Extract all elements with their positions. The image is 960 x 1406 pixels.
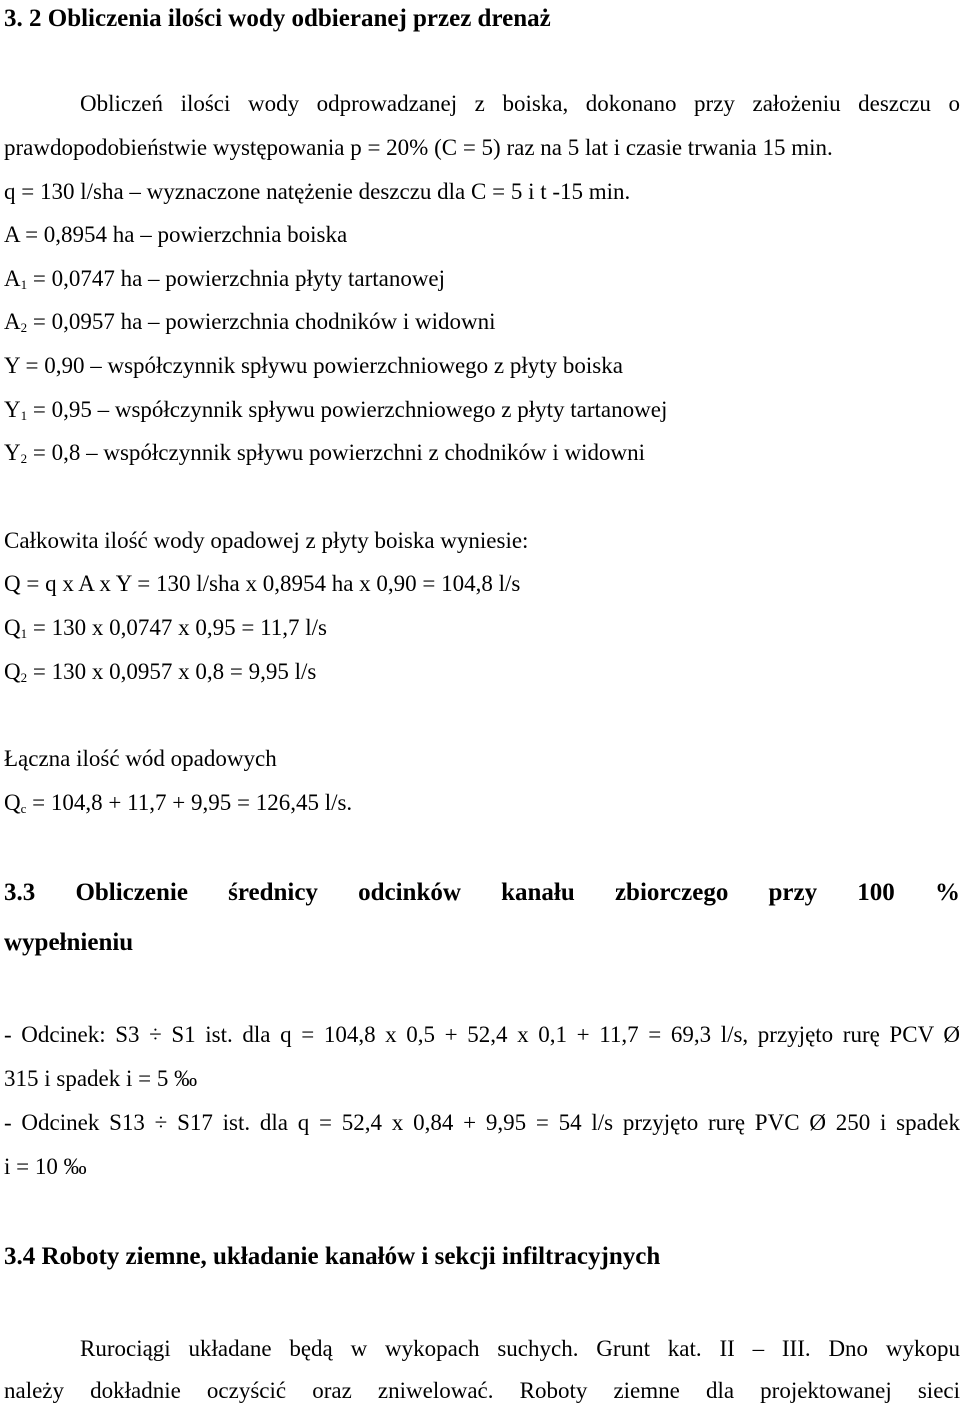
line-text: = 0,0957 ha – powierzchnia chodników i widowni <box>27 309 496 334</box>
symbol-subscript: 2 <box>20 320 28 335</box>
line-text: = 104,8 + 11,7 + 9,95 = 126,45 l/s. <box>26 790 353 815</box>
intro-line-1: Obliczeń ilości wody odprowadzanej z boiska, dokonano przy założeniu deszczu o <box>80 91 960 116</box>
runoff-coefficient-line: Y = 0,90 – współczynnik spływu powierzchniowego z płyty boiska <box>4 353 623 378</box>
sum-flow-line <box>4 788 960 818</box>
symbol-subscript: 1 <box>20 626 28 641</box>
symbol-subscript: 2 <box>20 670 28 685</box>
area-line: A = 0,8954 ha – powierzchnia boiska <box>4 222 348 247</box>
section-heading-3-2: 3. 2 Obliczenia ilości wody odbieranej przez drenaż <box>4 5 551 32</box>
runoff-coefficient-2-line <box>4 438 960 468</box>
line-text: = 130 x 0,0747 x 0,95 = 11,7 l/s <box>27 615 327 640</box>
symbol-base: Y <box>4 440 21 465</box>
segment-1-line-1: - Odcinek: S3 ÷ S1 ist. dla q = 104,8 x 0,5 + 52,4 x 0,1 + 11,7 = 69,3 l/s, przyjęto rurę PCV Ø <box>4 1022 960 1047</box>
symbol-subscript: c <box>20 801 27 816</box>
flow-1-line <box>4 613 960 643</box>
sum-intro-line: Łączna ilość wód opadowych <box>4 746 277 771</box>
segment-2-line-1: - Odcinek S13 ÷ S17 ist. dla q = 52,4 x 0,84 + 9,95 = 54 l/s przyjęto rurę PVC Ø 250 i spadek <box>4 1110 960 1135</box>
section-heading-3-3-line-1: 3.3 Obliczenie średnicy odcinków kanału zbiorczego przy 100 % <box>4 879 960 906</box>
symbol-base: Q <box>4 615 21 640</box>
line-text: = 0,0747 ha – powierzchnia płyty tartanowej <box>27 266 446 291</box>
section-heading-3-4: 3.4 Roboty ziemne, układanie kanałów i sekcji infiltracyjnych <box>4 1243 661 1270</box>
symbol-subscript: 1 <box>20 408 28 423</box>
symbol-subscript: 2 <box>20 451 28 466</box>
total-intro-line: Całkowita ilość wody opadowej z płyty boiska wyniesie: <box>4 528 529 553</box>
segment-2-line-2: i = 10 ‰ <box>4 1154 87 1179</box>
symbol-base: Y <box>4 397 21 422</box>
segment-1-line-2: 315 i spadek i = 5 ‰ <box>4 1066 198 1091</box>
symbol-base: Q <box>4 790 21 815</box>
total-flow-line: Q = q x A x Y = 130 l/sha x 0,8954 ha x 0,90 = 104,8 l/s <box>4 571 521 596</box>
symbol-subscript: 1 <box>20 277 28 292</box>
line-text: = 0,95 – współczynnik spływu powierzchniowego z płyty tartanowej <box>27 397 668 422</box>
area-2-line <box>4 307 960 337</box>
line-text: = 0,8 – współczynnik spływu powierzchni z chodników i widowni <box>27 440 646 465</box>
symbol-base: A <box>4 266 21 291</box>
rain-intensity-line: q = 130 l/sha – wyznaczone natężenie deszczu dla C = 5 i t -15 min. <box>4 179 631 204</box>
section-heading-3-3-line-2: wypełnieniu <box>4 929 134 956</box>
symbol-base: Q <box>4 659 21 684</box>
earthworks-paragraph-line-1: Rurociągi układane będą w wykopach suchych. Grunt kat. II – III. Dno wykopu <box>80 1336 960 1361</box>
line-text: = 130 x 0,0957 x 0,8 = 9,95 l/s <box>27 659 317 684</box>
runoff-coefficient-1-line <box>4 395 960 425</box>
flow-2-line <box>4 657 960 687</box>
intro-line-2: prawdopodobieństwie występowania p = 20% (C = 5) raz na 5 lat i czasie trwania 15 min. <box>4 135 833 160</box>
symbol-base: A <box>4 309 21 334</box>
earthworks-paragraph-line-2: należy dokładnie oczyścić oraz zniwelować. Roboty ziemne dla projektowanej sieci <box>4 1378 960 1403</box>
area-1-line <box>4 264 960 294</box>
